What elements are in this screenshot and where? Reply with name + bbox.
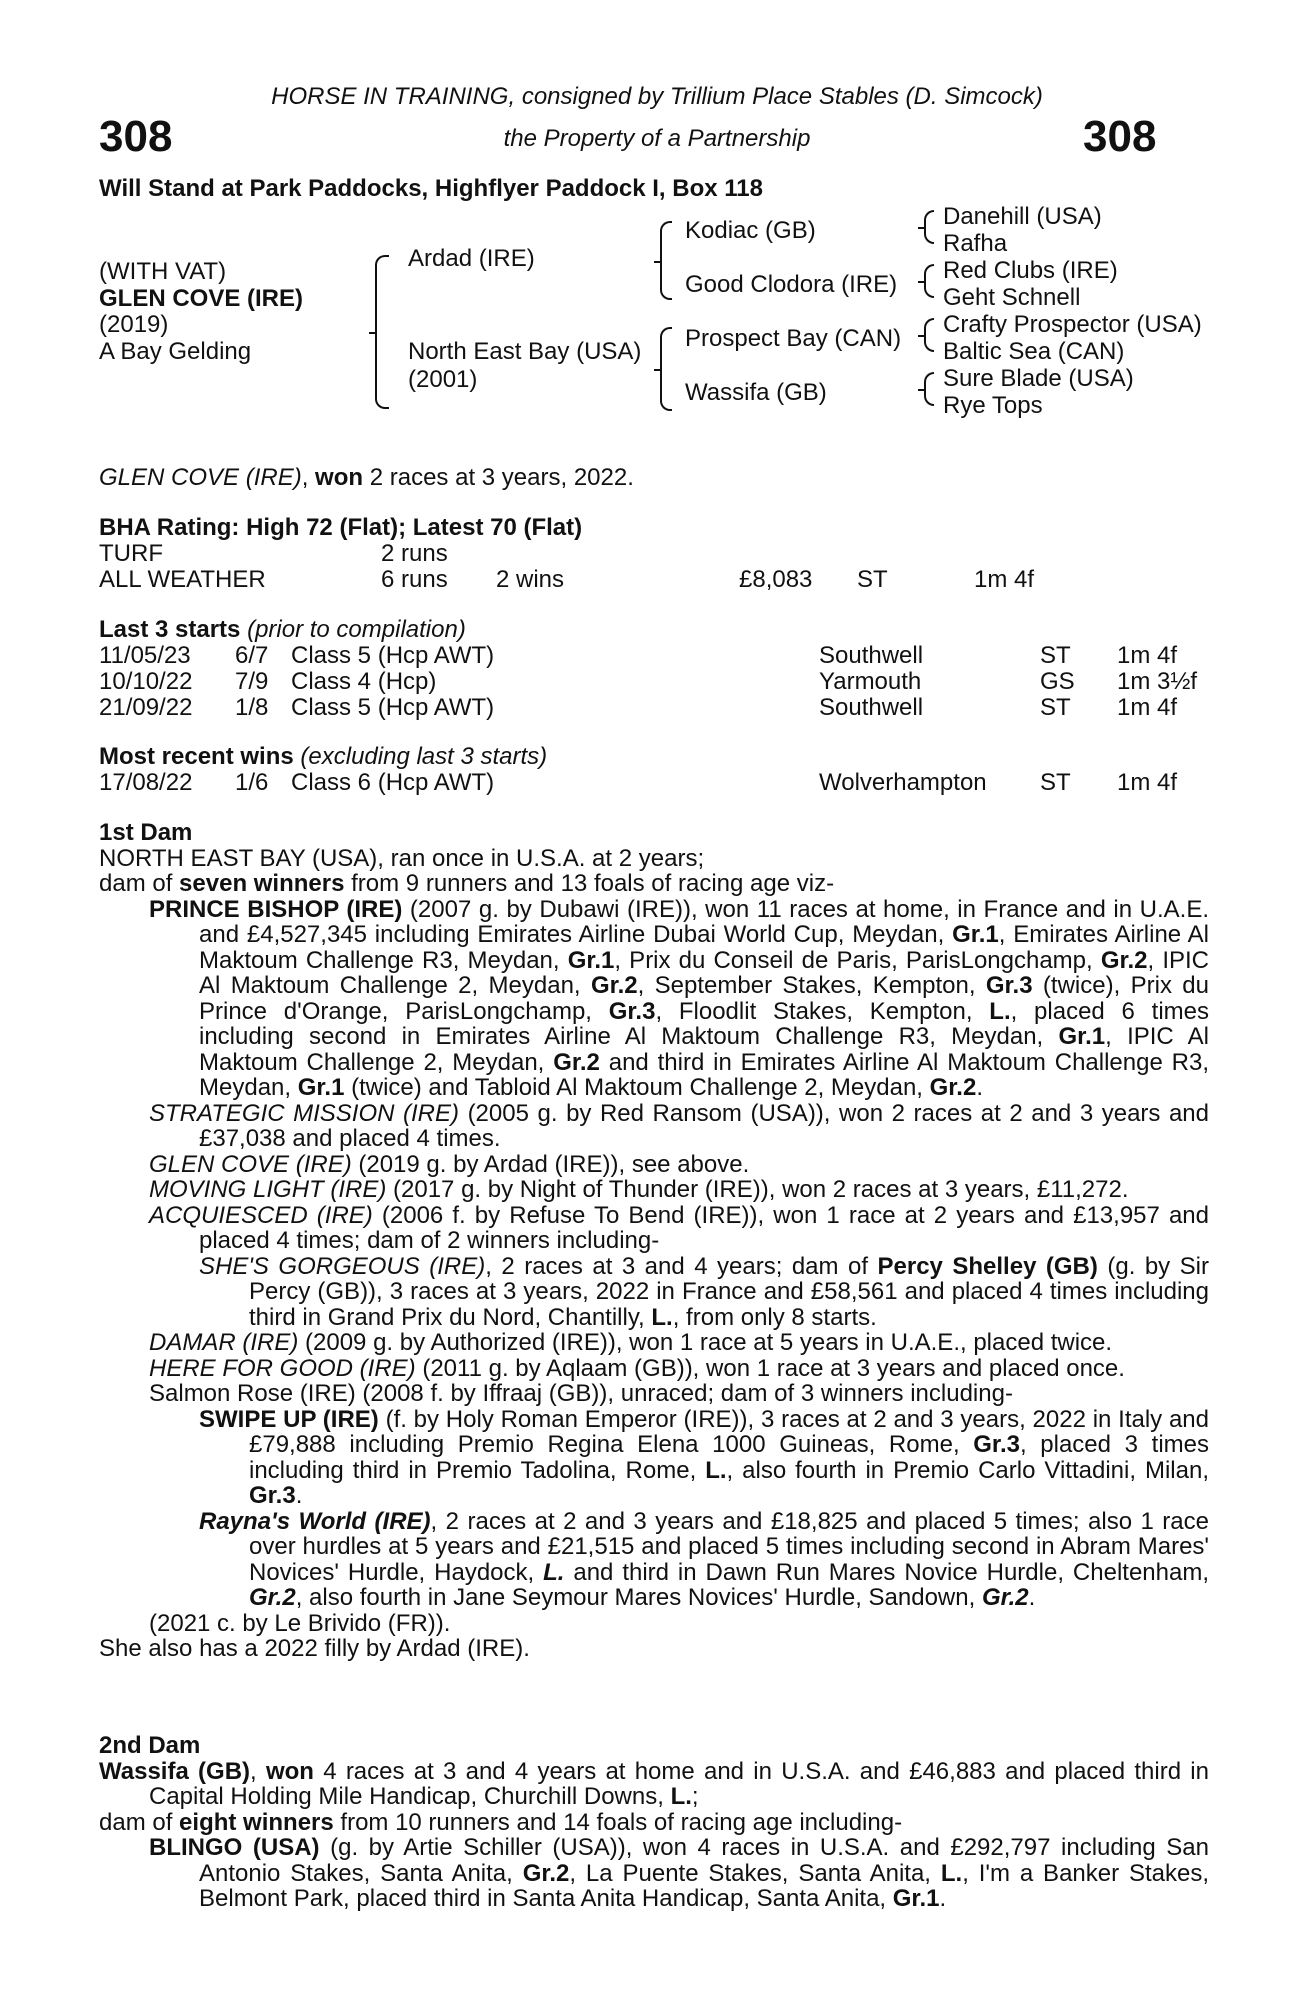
- start-date: 21/09/22: [99, 694, 193, 721]
- race-summary: GLEN COVE (IRE), won 2 races at 3 years, 2022.: [99, 464, 634, 491]
- horse-name: Rayna's World (IRE): [199, 1507, 431, 1535]
- text: (twice) and Tabloid Al Maktoum Challenge 2, Meydan,: [344, 1074, 930, 1101]
- lot-number-right: 308: [1083, 112, 1157, 161]
- produce-swipe-up: [99, 1407, 1209, 1509]
- text: , from only 8 starts.: [672, 1303, 877, 1331]
- horse-name: HERE FOR GOOD (IRE): [149, 1354, 416, 1382]
- text: , September Stakes, Kempton,: [637, 972, 986, 999]
- grade: Gr.1: [892, 1885, 940, 1912]
- text: from 9 runners and 13 foals of racing age viz-: [344, 870, 835, 897]
- grade: Gr.2: [981, 1584, 1029, 1611]
- grade: Gr.3: [973, 1431, 1020, 1458]
- rating-going: ST: [857, 566, 888, 593]
- text: ;: [691, 1783, 699, 1810]
- text: and third in Dawn Run Mares Novice Hurdle, Cheltenham,: [564, 1558, 1209, 1586]
- grade: Gr.2: [929, 1074, 977, 1101]
- listed: L.: [705, 1456, 727, 1484]
- text: , La Puente Stakes, Santa Anita,: [569, 1859, 941, 1887]
- grade: Gr.1: [297, 1074, 345, 1101]
- last3-heading: Last 3 starts: [99, 616, 241, 643]
- horse-name: SHE'S GORGEOUS (IRE): [199, 1252, 486, 1280]
- recent-heading: Most recent wins: [99, 743, 294, 770]
- start-position: 7/9: [235, 668, 269, 695]
- grade: Gr.2: [1100, 946, 1148, 974]
- pedigree-brace-sire: [660, 221, 672, 300]
- start-course: Southwell: [819, 642, 924, 669]
- start-class: Class 5 (Hcp AWT): [291, 642, 495, 669]
- text: (2011 g. by Aqlaam (GB)), won 1 race at 3 years and placed once.: [415, 1354, 1125, 1382]
- second-dam-heading: 2nd Dam: [99, 1732, 201, 1759]
- grade: Gr.1: [567, 946, 615, 974]
- text: , placed 6 times including second in Emirates Airline Al Maktoum Challenge R3, Meydan,: [199, 997, 1209, 1050]
- last3-note: (prior to compilation): [247, 616, 466, 643]
- pedigree-brace-ss: [924, 210, 934, 244]
- bha-rating: BHA Rating: High 72 (Flat); Latest 70 (Flat): [99, 514, 583, 541]
- pedigree-dsd: Baltic Sea (CAN): [943, 338, 1125, 365]
- summary-horse-name: GLEN COVE (IRE): [99, 464, 302, 491]
- horse-description: A Bay Gelding: [99, 338, 252, 365]
- horse-name: DAMAR (IRE): [149, 1329, 299, 1356]
- winners-count: eight winners: [179, 1808, 334, 1836]
- text: (twice), Prix du Prince d'Orange, ParisLongchamp,: [199, 972, 1209, 1025]
- win-position: 1/6: [235, 769, 269, 796]
- win-date: 17/08/22: [99, 769, 193, 796]
- rating-wins: 2 wins: [496, 566, 565, 593]
- rating-runs: 6 runs: [381, 566, 448, 593]
- text: (f. by Holy Roman Emperor (IRE)), 3 races at 2 and 3 years, 2022 in Italy and £79,888 including Premio Regina Elena 1000 Guineas, Rome,: [249, 1405, 1209, 1458]
- listed: L.: [651, 1303, 673, 1331]
- text: , also fourth in Premio Carlo Vittadini, Milan,: [726, 1456, 1209, 1484]
- grade: Gr.2: [522, 1859, 570, 1887]
- recent-heading-line: [99, 744, 547, 770]
- pedigree-sire: Ardad (IRE): [408, 245, 535, 272]
- text: (2019 g. by Ardad (IRE)), see above.: [351, 1150, 750, 1178]
- pedigree-sire-sire: Kodiac (GB): [685, 217, 816, 244]
- produce-2021-colt: (2021 c. by Le Brivido (FR)).: [149, 1609, 451, 1637]
- stand-location: Will Stand at Park Paddocks, Highflyer Paddock I, Box 118: [99, 175, 763, 202]
- pedigree-dam: North East Bay (USA): [408, 338, 642, 365]
- text: .: [976, 1074, 983, 1101]
- text: , placed 3 times including third in Premio Tadolina, Rome,: [249, 1431, 1209, 1484]
- horse-name: MOVING LIGHT (IRE): [149, 1176, 387, 1203]
- pedigree-brace-ds: [924, 318, 934, 352]
- grade: Gr.1: [1058, 1023, 1106, 1050]
- horse-year: (2019): [99, 311, 169, 338]
- win-course: Wolverhampton: [819, 769, 987, 796]
- last3-heading-line: [99, 617, 466, 643]
- listed: L.: [543, 1558, 565, 1586]
- produce-2022-filly: She also has a 2022 filly by Ardad (IRE).: [99, 1635, 530, 1662]
- pedigree-brace-dd: [924, 372, 934, 406]
- start-going: ST: [1040, 642, 1071, 669]
- text: , IPIC Al Maktoum Challenge 2, Meydan,: [199, 946, 1209, 999]
- start-date: 10/10/22: [99, 668, 193, 695]
- horse-name: Percy Shelley (GB): [877, 1252, 1098, 1280]
- horse-name: ACQUIESCED (IRE): [149, 1201, 373, 1229]
- text: .: [939, 1885, 947, 1912]
- pedigree-sds: Red Clubs (IRE): [943, 257, 1118, 284]
- first-dam-heading: 1st Dam: [99, 819, 193, 846]
- win-distance: 1m 4f: [1117, 769, 1178, 796]
- rating-surface: ALL WEATHER: [99, 566, 266, 593]
- text: dam of: [99, 870, 180, 897]
- grade: Gr.3: [608, 997, 656, 1025]
- pedigree-sdd: Geht Schnell: [943, 284, 1081, 311]
- grade: Gr.2: [553, 1048, 600, 1076]
- start-course: Southwell: [819, 694, 924, 721]
- grade: Gr.2: [590, 972, 638, 999]
- rating-surface: TURF: [99, 540, 163, 567]
- start-position: 1/8: [235, 694, 269, 721]
- horse-name: Wassifa (GB): [99, 1757, 251, 1785]
- produce-salmon-rose: Salmon Rose (IRE) (2008 f. by Iffraaj (GB)), unraced; dam of 3 winners including-: [149, 1380, 1013, 1407]
- grade: Gr.2: [249, 1584, 296, 1611]
- text: , 2 races at 2 and 3 years and £18,825 and placed 5 times; also 1 race over hurdles at 5 years and £21,515 and placed 5 times including second in Abram Mares' Novices' Hurdle, Haydock,: [249, 1507, 1209, 1586]
- won-label: won: [265, 1757, 314, 1785]
- produce-here-for-good: [99, 1356, 1209, 1382]
- text: (2005 g. by Red Ransom (USA)), won 2 races at 2 and 3 years and £37,038 and placed 4 times.: [199, 1099, 1210, 1152]
- listed: L.: [940, 1859, 963, 1887]
- pedigree-sire-dam: Good Clodora (IRE): [685, 271, 898, 298]
- start-going: GS: [1040, 668, 1075, 695]
- pedigree-brace-dam: [660, 327, 672, 411]
- text: (2009 g. by Authorized (IRE)), won 1 race at 5 years in U.A.E., placed twice.: [298, 1329, 1113, 1356]
- start-distance: 1m 4f: [1117, 694, 1178, 721]
- horse-name: SWIPE UP (IRE): [199, 1405, 379, 1433]
- horse-name: GLEN COVE (IRE): [99, 285, 304, 312]
- text: 4 races at 3 and 4 years at home and in U.S.A. and £46,883 and placed third in Capital Holding Mile Handicap, Churchill Downs,: [149, 1757, 1209, 1810]
- listed: L.: [989, 997, 1011, 1025]
- text: , Floodlit Stakes, Kempton,: [655, 997, 990, 1025]
- text: (g. by Artie Schiller (USA)), won 4 races in U.S.A. and £292,797 including San Antonio Stakes, Santa Anita,: [199, 1834, 1210, 1887]
- text: (2017 g. by Night of Thunder (IRE)), won 2 races at 3 years, £11,272.: [386, 1176, 1129, 1203]
- start-date: 11/05/23: [99, 642, 191, 669]
- second-dam-produce-line: [99, 1810, 1209, 1836]
- pedigree-ssd: Rafha: [943, 230, 1008, 257]
- winners-count: seven winners: [179, 870, 345, 897]
- text: , I'm a Banker Stakes, Belmont Park, placed third in Santa Anita Handicap, Santa Anita,: [199, 1859, 1210, 1912]
- second-dam-section: [99, 1733, 1209, 1912]
- win-going: ST: [1040, 769, 1071, 796]
- rating-distance: 1m 4f: [974, 566, 1035, 593]
- text: (g. by Sir Percy (GB)), 3 races at 3 years, 2022 in France and £58,561 and placed 4 times including third in Grand Prix du Nord, Chantilly,: [249, 1252, 1209, 1331]
- produce-shes-gorgeous: [99, 1254, 1209, 1331]
- first-dam-section: [99, 820, 1209, 1662]
- start-class: Class 5 (Hcp AWT): [291, 694, 495, 721]
- text: .: [1028, 1584, 1036, 1611]
- pedigree-sss: Danehill (USA): [943, 203, 1102, 230]
- text: , Prix du Conseil de Paris, ParisLongchamp,: [614, 946, 1101, 974]
- pedigree-ddd: Rye Tops: [943, 392, 1043, 419]
- grade: Gr.3: [985, 972, 1033, 999]
- pedigree-dam-sire: Prospect Bay (CAN): [685, 325, 902, 352]
- start-course: Yarmouth: [819, 668, 922, 695]
- recent-note: (excluding last 3 starts): [300, 743, 548, 770]
- start-distance: 1m 4f: [1117, 642, 1178, 669]
- summary-won: won: [315, 464, 364, 491]
- produce-glen-cove: [99, 1152, 1209, 1178]
- produce-prince-bishop: [99, 897, 1209, 1101]
- first-dam-produce-line: [99, 871, 1209, 897]
- produce-blingo: [99, 1835, 1209, 1912]
- horse-name: GLEN COVE (IRE): [149, 1150, 352, 1178]
- produce-raynas-world: [99, 1509, 1209, 1611]
- rating-prize: £8,083: [739, 566, 813, 593]
- start-going: ST: [1040, 694, 1071, 721]
- start-position: 6/7: [235, 642, 269, 669]
- pedigree-dds: Sure Blade (USA): [943, 365, 1134, 392]
- produce-moving-light: [99, 1177, 1209, 1203]
- pedigree-brace-main: [375, 255, 389, 409]
- consignor-line: HORSE IN TRAINING, consigned by Trillium Place Stables (D. Simcock): [271, 83, 1043, 110]
- listed: L.: [670, 1783, 692, 1810]
- text: .: [295, 1482, 303, 1509]
- grade: Gr.3: [249, 1482, 296, 1509]
- text: from 10 runners and 14 foals of racing age including-: [333, 1808, 903, 1836]
- pedigree-dam-year: (2001): [408, 366, 478, 393]
- text: (2007 g. by Dubawi (IRE)), won 11 races at home, in France and in U.A.E. and £4,527,345 including Emirates Airline Dubai World Cup, Meydan,: [199, 895, 1209, 948]
- start-class: Class 4 (Hcp): [291, 668, 437, 695]
- lot-number-left: 308: [99, 112, 173, 161]
- vat-note: (WITH VAT): [99, 258, 227, 285]
- produce-strategic-mission: [99, 1101, 1209, 1152]
- pedigree-dam-dam: Wassifa (GB): [685, 379, 827, 406]
- horse-name: BLINGO (USA): [149, 1834, 320, 1861]
- text: dam of: [99, 1808, 180, 1836]
- text: (2006 f. by Refuse To Bend (IRE)), won 1 race at 2 years and £13,957 and placed 4 times; dam of 2 winners including-: [199, 1201, 1210, 1254]
- first-dam-line: NORTH EAST BAY (USA), ran once in U.S.A. at 2 years;: [99, 844, 705, 872]
- property-line: the Property of a Partnership: [503, 125, 811, 152]
- win-class: Class 6 (Hcp AWT): [291, 769, 495, 796]
- horse-name: STRATEGIC MISSION (IRE): [149, 1099, 460, 1127]
- pedigree-dss: Crafty Prospector (USA): [943, 311, 1202, 338]
- text: , Emirates Airline Al Maktoum Challenge R3, Meydan,: [199, 921, 1209, 974]
- text: and third in Emirates Airline Al Maktoum Challenge R3, Meydan,: [199, 1048, 1210, 1101]
- text: , 2 races at 3 and 4 years; dam of: [485, 1252, 878, 1280]
- horse-name: PRINCE BISHOP (IRE): [149, 895, 403, 923]
- grade: Gr.1: [952, 921, 999, 948]
- rating-runs: 2 runs: [381, 540, 448, 567]
- pedigree-brace-sd: [924, 264, 934, 298]
- text: , IPIC Al Maktoum Challenge 2, Meydan,: [199, 1023, 1209, 1076]
- produce-acquiesced: [99, 1203, 1209, 1254]
- second-dam-wassifa: Wassifa (GB), won 4 races at 3 and 4 years at home and in U.S.A. and £46,883 and placed third in Capital Holding Mile Handicap, Churchill Downs, L.;: [99, 1757, 1209, 1810]
- start-distance: 1m 3½f: [1117, 668, 1198, 695]
- produce-damar: [99, 1330, 1209, 1356]
- text: , also fourth in Jane Seymour Mares Novices' Hurdle, Sandown,: [295, 1584, 982, 1611]
- summary-rest: 2 races at 3 years, 2022.: [369, 464, 634, 491]
